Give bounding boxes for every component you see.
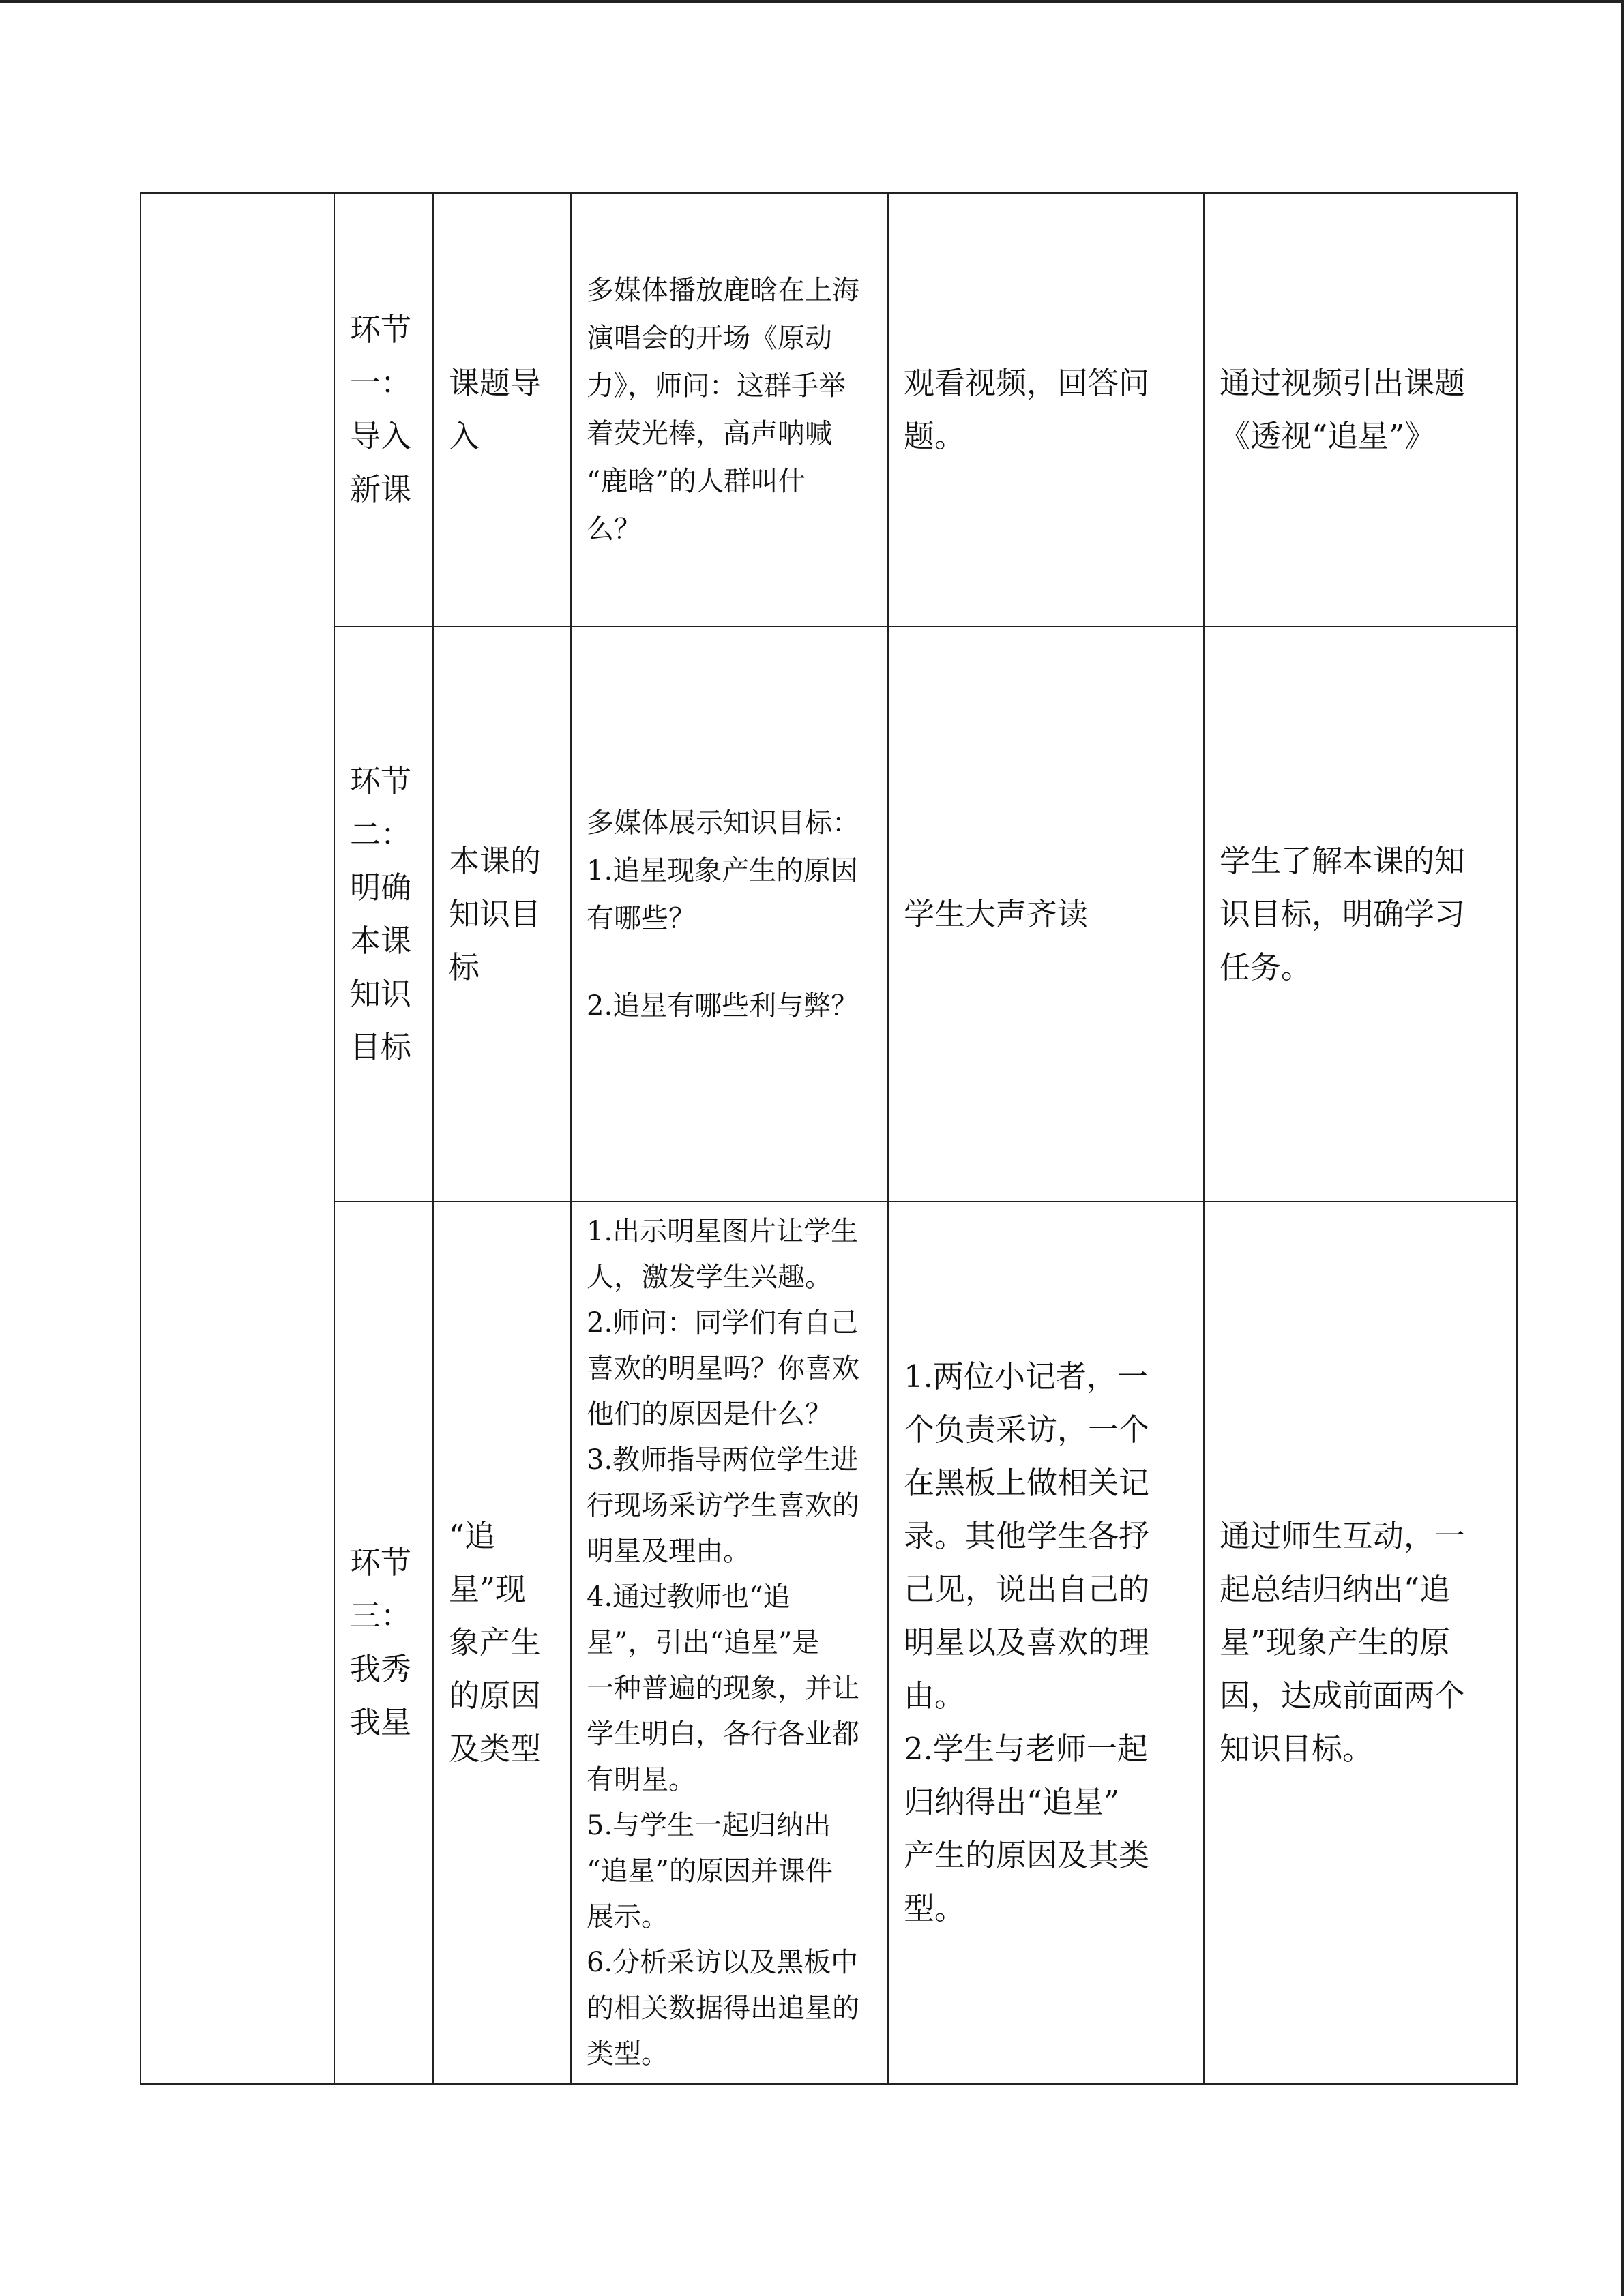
table-row (141, 193, 1517, 627)
stage-cell: 环节 二： 明确 本课 知识 目标 (334, 627, 433, 1202)
table-row (141, 1202, 1517, 2084)
topic-cell: 课题导 入 (433, 193, 571, 627)
student-activity-cell: 学生大声齐读 (888, 627, 1204, 1202)
stage-cell: 环节 一： 导入 新课 (334, 193, 433, 627)
student-activity-cell: 1.两位小记者，一 个负责采访，一个 在黑板上做相关记 录。其他学生各抒 己见，说出自己的 明星以及喜欢的理 由。 2.学生与老师一起 归纳得出“追星” 产生的原因及其类 型。 (888, 1202, 1204, 2084)
teacher-activity-cell: 多媒体播放鹿晗在上海 演唱会的开场《原动 力》，师问：这群手举 着荧光棒，高声呐喊 “鹿晗”的人群叫什 么？ (571, 193, 888, 627)
design-purpose-cell: 学生了解本课的知 识目标，明确学习 任务。 (1204, 627, 1517, 1202)
empty-first-column-cell (141, 193, 334, 2084)
teacher-activity-cell: 1.出示明星图片让学生 人，激发学生兴趣。 2.师问：同学们有自己 喜欢的明星吗？你喜欢 他们的原因是什么？ 3.教师指导两位学生进 行现场采访学生喜欢的 明星及理由。 4.通过教师也“追 星”，引出“追星”是 一种普遍的现象，并让 学生明白，各行各业都 有明星。 5.与学生一起归纳出 “追星”的原因并课件 展示。 6.分析采访以及黑板中 的相关数据得出追星的 类型。 (571, 1202, 888, 2084)
topic-cell: “追 星”现 象产生 的原因 及类型 (433, 1202, 571, 2084)
design-purpose-cell: 通过师生互动，一 起总结归纳出“追 星”现象产生的原 因，达成前面两个 知识目标。 (1204, 1202, 1517, 2084)
page-top-border (0, 0, 1624, 3)
table-row (141, 627, 1517, 1202)
student-activity-cell: 观看视频，回答问 题。 (888, 193, 1204, 627)
design-purpose-cell: 通过视频引出课题 《透视“追星”》 (1204, 193, 1517, 627)
stage-cell: 环节 三： 我秀 我星 (334, 1202, 433, 2084)
lesson-plan-table (140, 192, 1518, 2085)
topic-cell: 本课的 知识目 标 (433, 627, 571, 1202)
teacher-activity-cell: 多媒体展示知识目标： 1.追星现象产生的原因 有哪些？ 2.追星有哪些利与弊？ (571, 627, 888, 1202)
page-right-border (1621, 0, 1624, 2296)
